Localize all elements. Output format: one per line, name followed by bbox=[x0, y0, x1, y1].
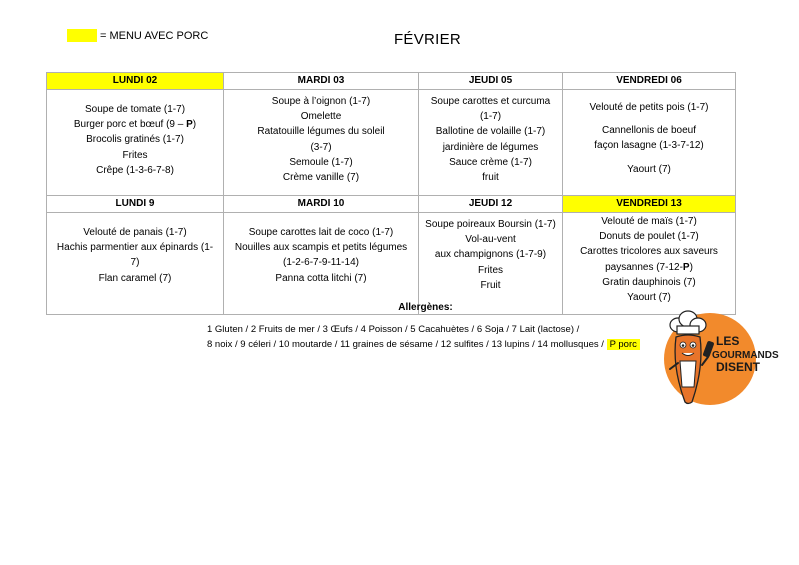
menu-line: façon lasagne (1-3-7-12) bbox=[594, 140, 704, 152]
menu-line: 7) bbox=[130, 257, 140, 269]
day-header-lundi-02: LUNDI 02 bbox=[47, 73, 224, 90]
day-header-mardi-03: MARDI 03 bbox=[224, 73, 419, 90]
menu-line: Panna cotta litchi (7) bbox=[275, 272, 367, 284]
menu-line: (3-7) bbox=[310, 141, 332, 153]
menu-line: Ballotine de volaille (1-7) bbox=[435, 126, 546, 138]
menu-line: jardinière de légumes bbox=[442, 141, 539, 153]
day-header-jeudi-12: JEUDI 12 bbox=[419, 196, 563, 213]
menu-line: Frites bbox=[122, 149, 148, 161]
menu-cell-vendredi-06 bbox=[563, 90, 736, 196]
menu-line: Velouté de maïs (1-7) bbox=[601, 216, 697, 227]
menu-line: Soupe poireaux Boursin (1-7) bbox=[425, 219, 556, 230]
menu-line: fruit bbox=[482, 172, 499, 184]
menu-line: Cannellonis de boeuf bbox=[602, 125, 696, 137]
menu-line: Crème vanille (7) bbox=[282, 172, 360, 184]
menu-line: Carottes tricolores aux saveurs bbox=[580, 246, 718, 258]
menu-line: Omelette bbox=[300, 111, 342, 123]
week2-header-row bbox=[47, 196, 736, 213]
week1-header-row bbox=[47, 73, 736, 90]
menu-cell-mardi-03 bbox=[224, 90, 419, 196]
day-header-lundi-9: LUNDI 9 bbox=[47, 196, 224, 213]
allergens-line-2: 8 noix / 9 céleri / 10 moutarde / 11 graines de sésame / 12 sulfites / 13 lupins / 14 mollusques / P porc bbox=[207, 339, 640, 350]
menu-line: Velouté de petits pois (1-7) bbox=[589, 102, 709, 113]
menu-line: Sauce crème (1-7) bbox=[449, 156, 532, 168]
menu-line: Crêpe (1-3-6-7-8) bbox=[96, 164, 174, 176]
menu-line: Soupe carottes et curcuma bbox=[430, 96, 551, 107]
porc-tag: P porc bbox=[607, 339, 640, 350]
allergens-line-1: 1 Gluten / 2 Fruits de mer / 3 Œufs / 4 Poisson / 5 Cacahuètes / 6 Soja / 7 Lait (lactose) / bbox=[207, 324, 580, 335]
menu-line: aux champignons (1-7-9) bbox=[434, 249, 547, 261]
menu-line: Yaourt (7) bbox=[627, 292, 671, 304]
menu-line: Yaourt (7) bbox=[627, 163, 671, 175]
menu-line: paysannes (7-12-P) bbox=[605, 261, 693, 273]
day-header-mardi-10: MARDI 10 bbox=[224, 196, 419, 213]
menu-line: Gratin dauphinois (7) bbox=[602, 276, 696, 288]
menu-cell-vendredi-13 bbox=[563, 213, 736, 315]
menu-line: Fruit bbox=[480, 279, 501, 291]
logo-text-disent: DISENT bbox=[716, 360, 761, 374]
menu-table bbox=[46, 72, 736, 315]
menu-line: (1-2-6-7-9-11-14) bbox=[283, 257, 359, 269]
menu-line: Brocolis gratinés (1-7) bbox=[86, 134, 184, 146]
menu-line: (1-7) bbox=[479, 111, 502, 123]
les-gourmands-disent-logo bbox=[658, 307, 779, 407]
menu-cell-lundi-9 bbox=[47, 213, 224, 315]
menu-line: Velouté de panais (1-7) bbox=[83, 227, 187, 238]
menu-line: Burger porc et bœuf (9 – P) bbox=[73, 119, 197, 131]
allergens-title: Allergènes: bbox=[398, 302, 453, 313]
menu-line: Nouilles aux scampis et petits légumes bbox=[234, 242, 408, 254]
week2-menu-row bbox=[47, 213, 736, 315]
menu-cell-mardi-10 bbox=[224, 213, 419, 315]
menu-line: Soupe de tomate (1-7) bbox=[84, 104, 186, 115]
menu-line: Flan caramel (7) bbox=[98, 272, 172, 284]
menu-line: Soupe à l’oignon (1-7) bbox=[271, 96, 371, 107]
menu-line: Hachis parmentier aux épinards (1- bbox=[56, 242, 214, 254]
menu-cell-jeudi-05 bbox=[419, 90, 563, 196]
menu-cell-jeudi-12 bbox=[419, 213, 563, 315]
menu-line: Soupe carottes lait de coco (1-7) bbox=[248, 227, 394, 238]
legend-text: = MENU AVEC PORC bbox=[100, 29, 209, 42]
menu-line: Semoule (1-7) bbox=[289, 156, 353, 168]
menu-line: Ratatouille légumes du soleil bbox=[257, 126, 385, 138]
menu-line: Donuts de poulet (1-7) bbox=[599, 231, 699, 243]
logo-text-gourmands: GOURMANDS bbox=[712, 350, 779, 361]
page-title: FÉVRIER bbox=[393, 31, 462, 48]
week1-menu-row bbox=[47, 90, 736, 196]
logo-text-les: LES bbox=[716, 334, 740, 348]
menu-cell-lundi-02 bbox=[47, 90, 224, 196]
day-header-vendredi-13: VENDREDI 13 bbox=[563, 196, 736, 213]
menu-line: Vol-au-vent bbox=[465, 234, 516, 246]
menu-line: Frites bbox=[478, 264, 503, 276]
day-header-vendredi-06: VENDREDI 06 bbox=[563, 73, 736, 90]
day-header-jeudi-05: JEUDI 05 bbox=[419, 73, 563, 90]
